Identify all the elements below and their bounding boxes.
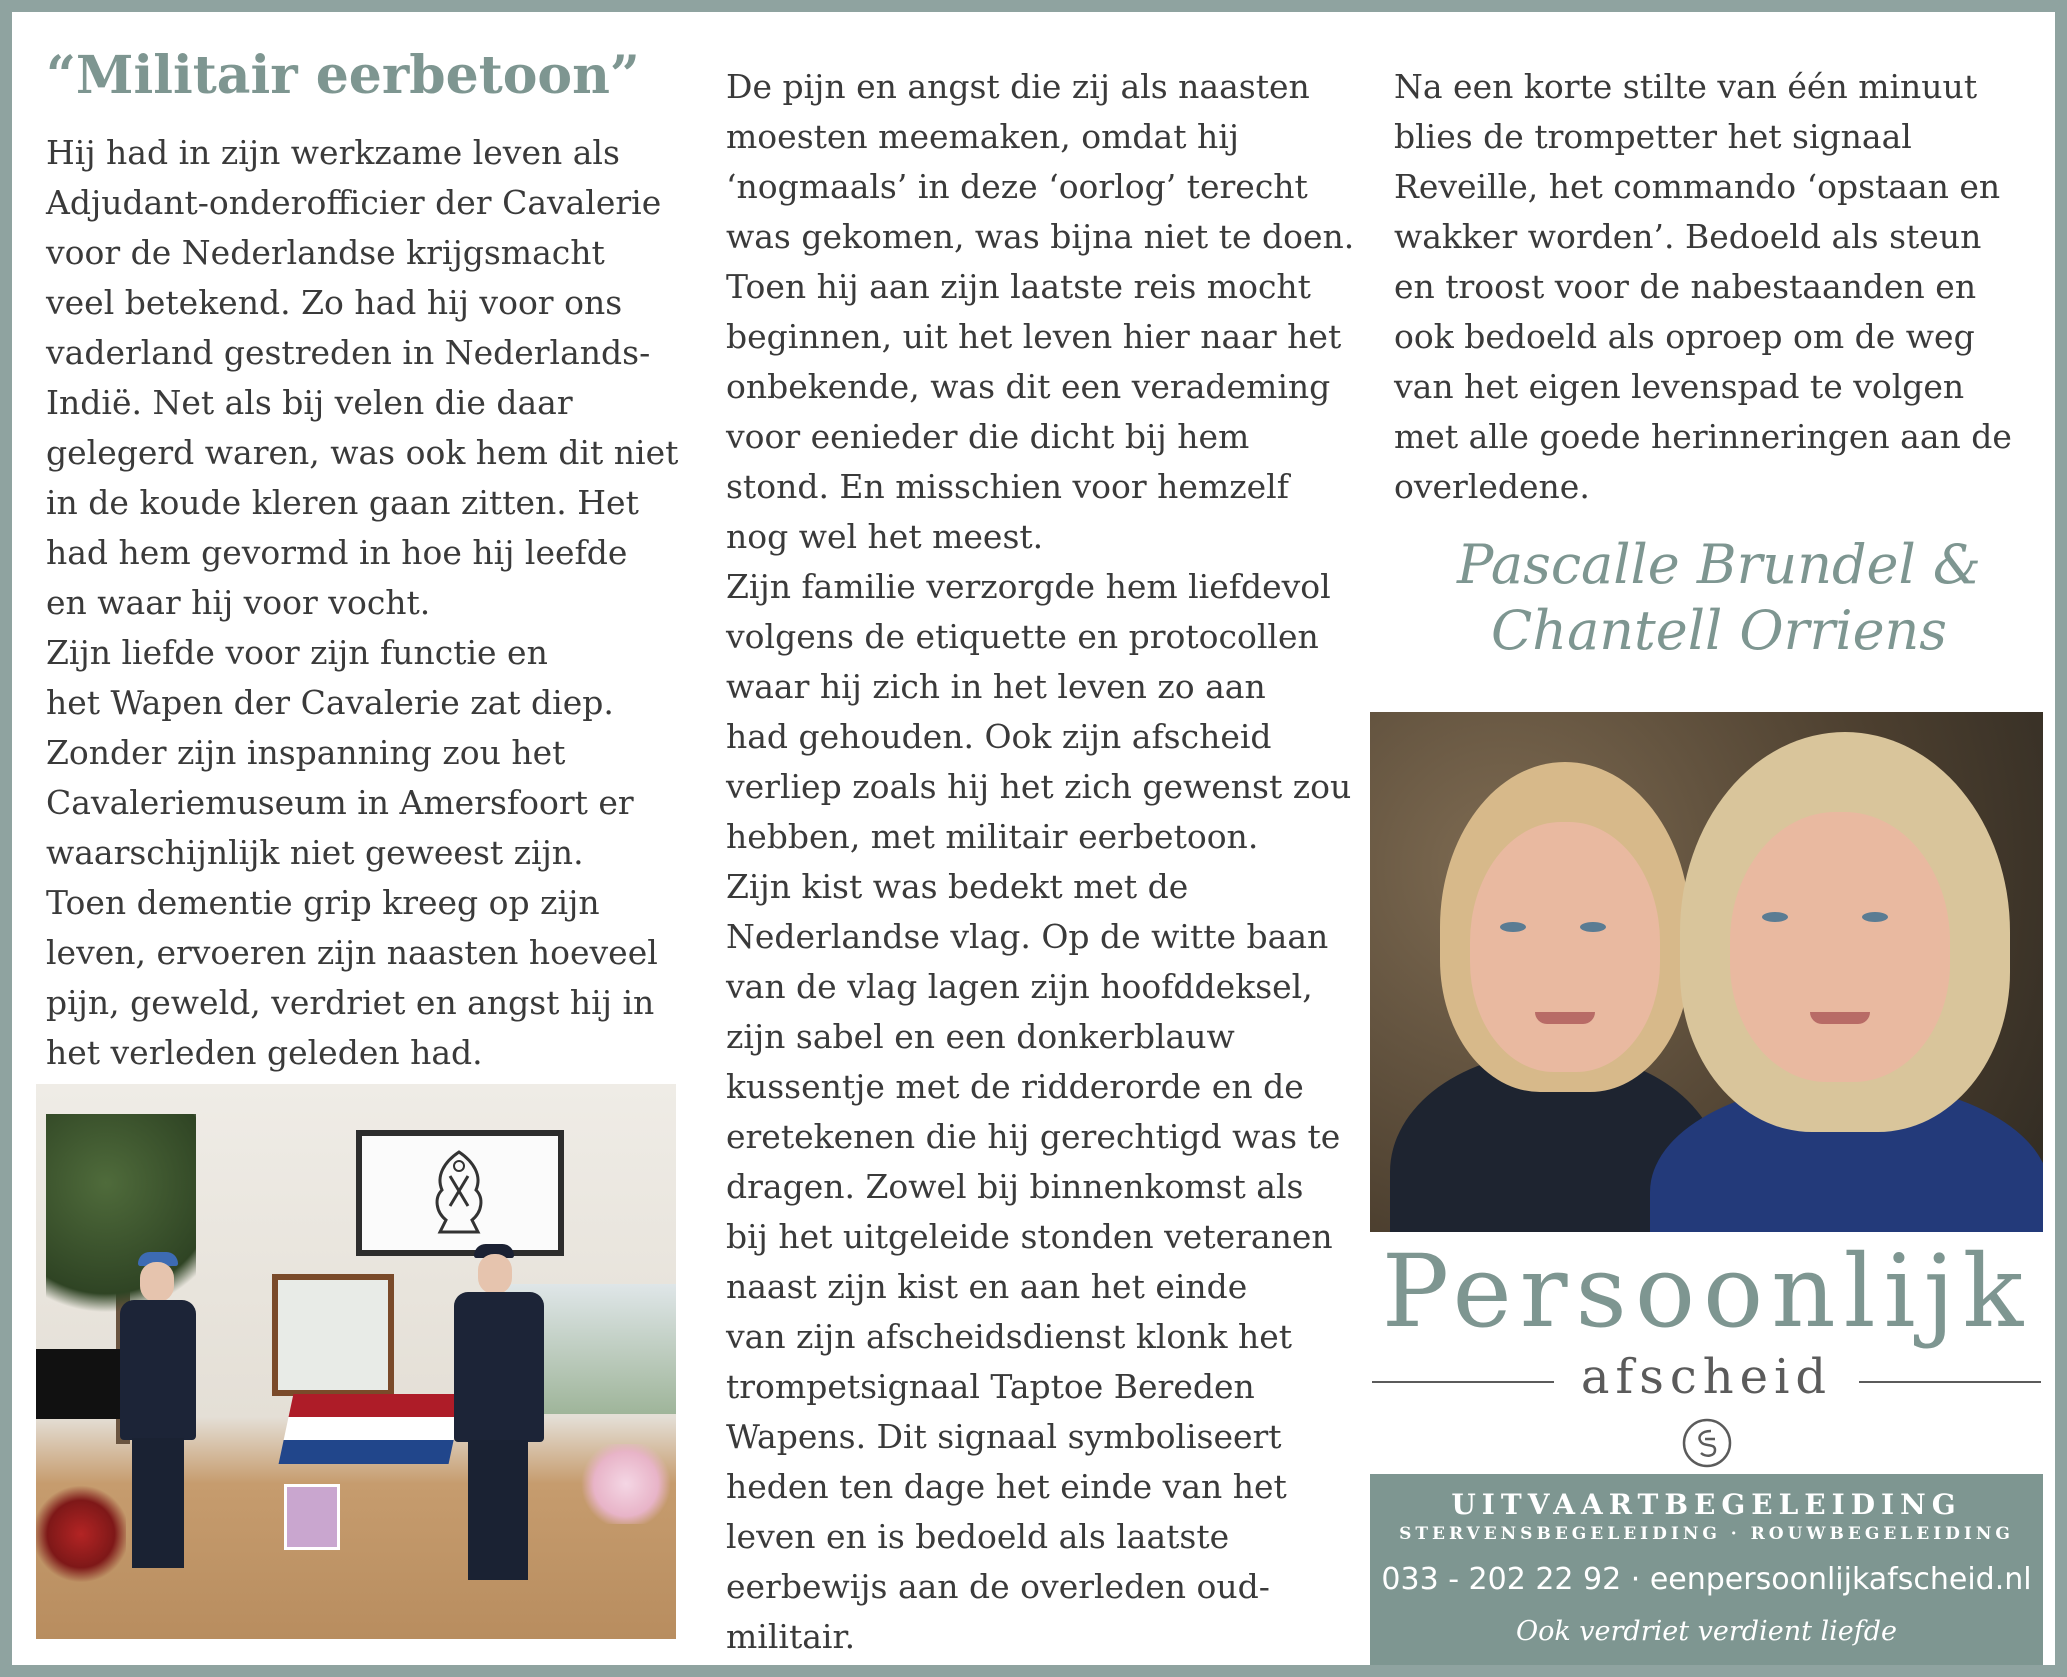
flag-covered-casket: [279, 1394, 464, 1464]
signature-line-1: Pascalle Brundel &: [1457, 533, 1981, 596]
text-line: moesten meemaken, omdat hij: [726, 117, 1239, 156]
text-line: beginnen, uit het leven hier naar het: [726, 317, 1342, 356]
text-line: Zijn kist was bedekt met de: [726, 867, 1189, 906]
text-line: De pijn en angst die zij als naasten: [726, 67, 1310, 106]
text-line: voor eenieder die dicht bij hem: [726, 417, 1250, 456]
text-line: zijn sabel en een donkerblauw: [726, 1017, 1235, 1056]
ceremony-photo: [36, 1084, 676, 1639]
flower-arrangement: [576, 1444, 676, 1524]
advertorial-page: [12, 12, 2055, 1665]
text-line: Zijn liefde voor zijn functie en: [46, 633, 548, 672]
text-line: hebben, met militair eerbetoon.: [726, 817, 1259, 856]
text-line: nog wel het meest.: [726, 517, 1044, 556]
column-3-text: [1394, 62, 2044, 512]
text-line: Nederlandse vlag. Op de witte baan: [726, 917, 1329, 956]
text-line: Toen hij aan zijn laatste reis mocht: [726, 267, 1311, 306]
brand-name: Persoonlijk: [1381, 1233, 2032, 1350]
text-line: eerbewijs aan de overleden oud-: [726, 1567, 1270, 1606]
text-line: gelegerd waren, was ook hem dit niet: [46, 433, 679, 472]
text-line: met alle goede herinneringen aan de: [1394, 417, 2012, 456]
text-line: trompetsignaal Taptoe Bereden: [726, 1367, 1255, 1406]
text-line: Wapens. Dit signaal symboliseert: [726, 1417, 1282, 1456]
text-line: ‘nogmaals’ in deze ‘oorlog’ terecht: [726, 167, 1308, 206]
text-line: ook bedoeld als oproep om de weg: [1394, 317, 1975, 356]
text-line: het Wapen der Cavalerie zat diep.: [46, 683, 614, 722]
text-line: leven, ervoeren zijn naasten hoeveel: [46, 933, 658, 972]
text-line: onbekende, was dit een verademing: [726, 367, 1331, 406]
signature-line-2: Chantell Orriens: [1490, 599, 1948, 662]
column-1: [36, 12, 686, 1078]
text-line: van zijn afscheidsdienst klonk het: [726, 1317, 1293, 1356]
text-line: naast zijn kist en aan het einde: [726, 1267, 1248, 1306]
text-line: overledene.: [1394, 467, 1590, 506]
text-line: dragen. Zowel bij binnenkomst als: [726, 1167, 1304, 1206]
text-line: volgens de etiquette en protocollen: [726, 617, 1319, 656]
text-line: heden ten dage het einde van het: [726, 1467, 1287, 1506]
text-line: militair.: [726, 1617, 856, 1656]
text-line: pijn, geweld, verdriet en angst hij in: [46, 983, 655, 1022]
text-line: Cavaleriemuseum in Amersfoort er: [46, 783, 634, 822]
text-line: veel betekend. Zo had hij voor ons: [46, 283, 623, 322]
text-line: Toen dementie grip kreeg op zijn: [46, 883, 600, 922]
text-line: het verleden geleden had.: [46, 1033, 483, 1072]
brand-logo-icon: [1681, 1417, 1733, 1469]
text-line: had hem gevormd in hoe hij leefde: [46, 533, 628, 572]
text-line: verliep zoals hij het zich gewenst zou: [726, 767, 1352, 806]
cavalry-emblem-icon: [424, 1146, 494, 1238]
service-heading: UITVAARTBEGELEIDING: [1451, 1488, 1962, 1521]
portrait-frame: [284, 1484, 340, 1550]
column-2: [716, 12, 1376, 1662]
column-3: [1394, 12, 2044, 512]
text-line: Hij had in zijn werkzame leven als: [46, 133, 620, 172]
divider: [1859, 1381, 2041, 1383]
text-line: en waar hij voor vocht.: [46, 583, 431, 622]
text-line: Reveille, het commando ‘opstaan en: [1394, 167, 2001, 206]
column-1-text: [46, 128, 686, 1078]
text-line: van de vlag lagen zijn hoofddeksel,: [726, 967, 1313, 1006]
text-line: waarschijnlijk niet geweest zijn.: [46, 833, 584, 872]
contact-box: [1370, 1474, 2043, 1665]
portrait-photo: [1370, 712, 2043, 1232]
red-flower-arrangement: [36, 1484, 126, 1584]
article-title: “Militair eerbetoon”: [46, 45, 640, 106]
brand-sub-row: [1370, 1347, 2043, 1407]
text-line: Adjudant-onderofficier der Cavalerie: [46, 183, 662, 222]
text-line: Zijn familie verzorgde hem liefdevol: [726, 567, 1331, 606]
text-line: Na een korte stilte van één minuut: [1394, 67, 1978, 106]
doorway: [272, 1274, 394, 1396]
text-line: leven en is bedoeld als laatste: [726, 1517, 1230, 1556]
column-2-text: [726, 62, 1376, 1662]
text-line: en troost voor de nabestaanden en: [1394, 267, 1977, 306]
brand-sub: afscheid: [1580, 1349, 1833, 1405]
text-line: van het eigen levenspad te volgen: [1394, 367, 1965, 406]
services-subheading: STERVENSBEGELEIDING · ROUWBEGELEIDING: [1399, 1524, 2014, 1544]
contact-details[interactable]: 033 - 202 22 92 · eenpersoonlijkafscheid.nl: [1381, 1562, 2032, 1597]
display-screen: [356, 1130, 564, 1256]
text-line: Indië. Net als bij velen die daar: [46, 383, 573, 422]
text-line: in de koude kleren gaan zitten. Het: [46, 483, 639, 522]
text-line: Zonder zijn inspanning zou het: [46, 733, 566, 772]
text-line: eretekenen die hij gerechtigd was te: [726, 1117, 1341, 1156]
text-line: wakker worden’. Bedoeld als steun: [1394, 217, 1982, 256]
text-line: vaderland gestreden in Nederlands-: [46, 333, 651, 372]
text-line: blies de trompetter het signaal: [1394, 117, 1912, 156]
text-line: had gehouden. Ook zijn afscheid: [726, 717, 1272, 756]
text-line: stond. En misschien voor hemzelf: [726, 467, 1289, 506]
text-line: was gekomen, was bijna niet te doen.: [726, 217, 1355, 256]
text-line: waar hij zich in het leven zo aan: [726, 667, 1266, 706]
text-line: voor de Nederlandse krijgsmacht: [46, 233, 605, 272]
brand-block: [1370, 1233, 2043, 1407]
text-line: bij het uitgeleide stonden veteranen: [726, 1217, 1333, 1256]
slogan: Ook verdriet verdient liefde: [1515, 1616, 1898, 1647]
text-line: kussentje met de ridderorde en de: [726, 1067, 1304, 1106]
signature: [1394, 532, 2044, 664]
